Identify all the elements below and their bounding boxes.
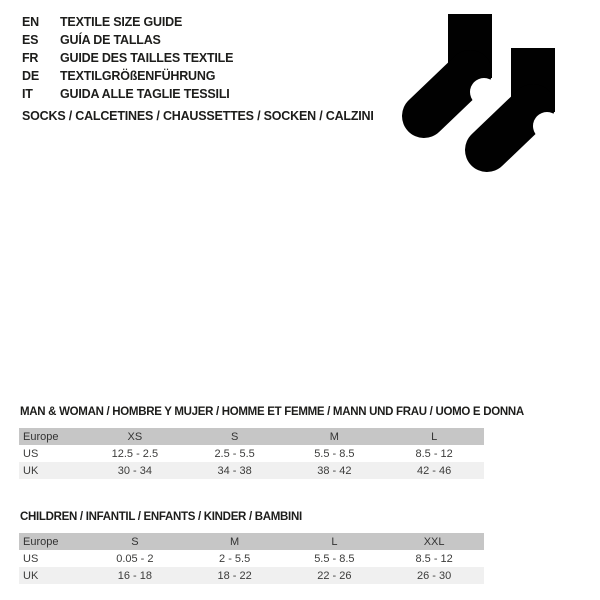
language-label: GUIDE DES TAILLES TEXTILE	[60, 51, 234, 65]
language-label: TEXTILGRÖßENFÜHRUNG	[60, 69, 216, 83]
column-header-region: Europe	[23, 535, 59, 548]
language-code: FR	[22, 51, 39, 65]
row-label: US	[23, 552, 39, 565]
size-cell: 5.5 - 8.5	[314, 447, 355, 460]
size-cell: 22 - 26	[317, 569, 352, 582]
size-cell: 34 - 38	[217, 464, 252, 477]
language-row	[22, 85, 233, 103]
language-code: IT	[22, 87, 33, 101]
size-table	[19, 533, 484, 584]
size-cell: 16 - 18	[117, 569, 152, 582]
category-title: SOCKS / CALCETINES / CHAUSSETTES / SOCKEN / CALZINI	[22, 109, 374, 123]
table-title-children: CHILDREN / INFANTIL / ENFANTS / KINDER / BAMBINI	[20, 511, 302, 523]
column-header-size: L	[331, 535, 338, 548]
table-header-row	[19, 428, 484, 445]
language-row	[22, 13, 233, 31]
column-header-region: Europe	[23, 430, 59, 443]
size-cell: 0.05 - 2	[116, 552, 154, 565]
sock-front	[487, 48, 561, 150]
language-label: GUÍA DE TALLAS	[60, 33, 161, 47]
size-cell: 2.5 - 5.5	[214, 447, 255, 460]
size-table-children	[19, 510, 484, 584]
sock-back	[424, 14, 498, 116]
table-row-us	[19, 445, 484, 462]
language-code: EN	[22, 15, 39, 29]
language-code: DE	[22, 69, 39, 83]
size-cell: 26 - 30	[417, 569, 452, 582]
column-header-size: S	[131, 535, 139, 548]
table-row-uk	[19, 462, 484, 479]
size-cell: 30 - 34	[117, 464, 152, 477]
column-header-size: XXL	[423, 535, 445, 548]
column-header-size: L	[431, 430, 438, 443]
row-label: UK	[23, 569, 39, 582]
language-list	[22, 13, 233, 103]
column-header-size: XS	[127, 430, 143, 443]
language-row	[22, 31, 233, 49]
table-row-uk	[19, 567, 484, 584]
size-cell: 8.5 - 12	[415, 552, 453, 565]
size-cell: 18 - 22	[217, 569, 252, 582]
size-cell: 42 - 46	[417, 464, 452, 477]
table-title-man-woman: MAN & WOMAN / HOMBRE Y MUJER / HOMME ET FEMME / MANN UND FRAU / UOMO E DONNA	[20, 406, 524, 418]
language-row	[22, 49, 233, 67]
size-table	[19, 428, 484, 479]
row-label: US	[23, 447, 39, 460]
column-header-size: S	[230, 430, 239, 443]
size-cell: 12.5 - 2.5	[111, 447, 159, 460]
language-row	[22, 67, 233, 85]
size-cell: 2 - 5.5	[219, 552, 251, 565]
socks-icon	[402, 10, 564, 180]
size-cell: 8.5 - 12	[415, 447, 453, 460]
size-cell: 5.5 - 8.5	[314, 552, 355, 565]
table-header-row	[19, 533, 484, 550]
row-label: UK	[23, 464, 39, 477]
language-label: TEXTILE SIZE GUIDE	[60, 15, 183, 29]
size-table-man-woman	[19, 405, 524, 479]
language-code: ES	[22, 33, 39, 47]
size-cell: 38 - 42	[317, 464, 352, 477]
table-row-us	[19, 550, 484, 567]
column-header-size: M	[230, 535, 240, 548]
column-header-size: M	[329, 430, 339, 443]
language-label: GUIDA ALLE TAGLIE TESSILI	[60, 87, 230, 101]
